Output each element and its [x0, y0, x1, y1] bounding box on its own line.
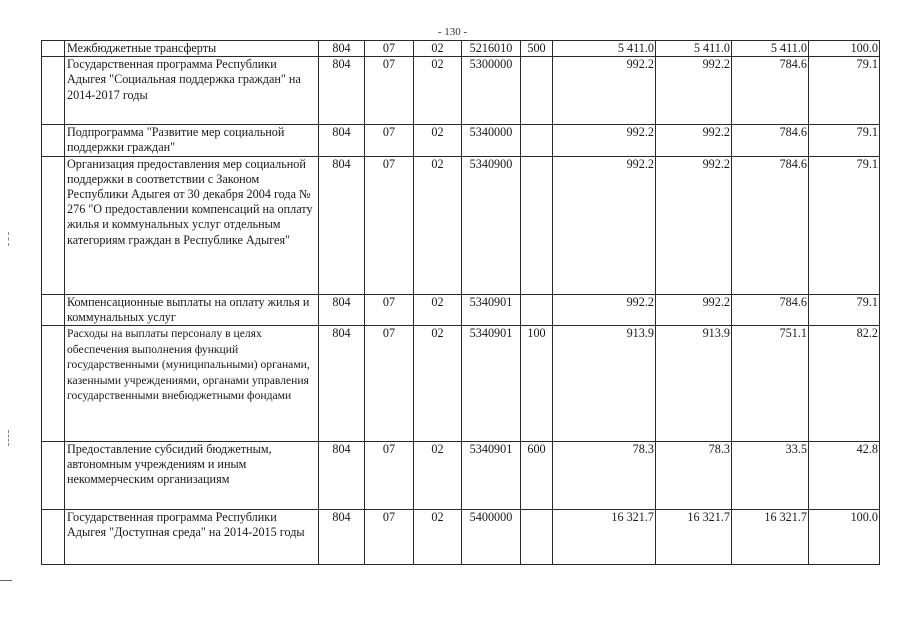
row-name: Государственная программа Республики Адыгея "Доступная среда" на 2014-2015 годы — [65, 510, 319, 565]
row-name: Государственная программа Республики Адыгея "Социальная поддержка граждан" на 2014-2017 годы — [65, 57, 319, 125]
plan-approved: 78.3 — [553, 442, 656, 510]
plan-approved: 16 321.7 — [553, 510, 656, 565]
ministry-code: 804 — [319, 442, 365, 510]
scan-mark — [8, 232, 9, 246]
expense-type-code: 100 — [521, 326, 553, 442]
blank-cell — [42, 57, 65, 125]
subsection-code: 02 — [414, 326, 462, 442]
section-code: 07 — [365, 294, 414, 325]
executed-amount: 5 411.0 — [732, 41, 809, 57]
plan-refined: 5 411.0 — [656, 41, 732, 57]
table-row — [42, 326, 880, 442]
expense-type-code — [521, 294, 553, 325]
blank-cell — [42, 442, 65, 510]
plan-refined: 913.9 — [656, 326, 732, 442]
execution-percent: 100.0 — [809, 41, 880, 57]
execution-percent: 79.1 — [809, 156, 880, 294]
executed-amount: 751.1 — [732, 326, 809, 442]
section-code: 07 — [365, 125, 414, 156]
plan-approved: 992.2 — [553, 57, 656, 125]
row-name: Расходы на выплаты персоналу в целях обеспечения выполнения функций государственными (муниципальными) органами, казенными учреждениями, органами управления государственными внебюджетными фондами — [65, 326, 319, 442]
subsection-code: 02 — [414, 41, 462, 57]
executed-amount: 16 321.7 — [732, 510, 809, 565]
plan-refined: 992.2 — [656, 125, 732, 156]
expense-type-code — [521, 57, 553, 125]
target-code: 5340901 — [462, 326, 521, 442]
table-row — [42, 57, 880, 125]
section-code: 07 — [365, 57, 414, 125]
ministry-code: 804 — [319, 294, 365, 325]
execution-percent: 79.1 — [809, 294, 880, 325]
plan-approved: 992.2 — [553, 156, 656, 294]
section-code: 07 — [365, 41, 414, 57]
page-number: - 130 - — [437, 26, 468, 38]
table-row — [42, 294, 880, 325]
section-code: 07 — [365, 326, 414, 442]
expense-type-code: 600 — [521, 442, 553, 510]
execution-percent: 82.2 — [809, 326, 880, 442]
plan-approved: 5 411.0 — [553, 41, 656, 57]
ministry-code: 804 — [319, 510, 365, 565]
ministry-code: 804 — [319, 156, 365, 294]
subsection-code: 02 — [414, 294, 462, 325]
plan-approved: 992.2 — [553, 125, 656, 156]
target-code: 5340900 — [462, 156, 521, 294]
row-name: Межбюджетные трансферты — [65, 41, 319, 57]
ministry-code: 804 — [319, 41, 365, 57]
scan-mark — [0, 580, 12, 581]
blank-cell — [42, 156, 65, 294]
executed-amount: 784.6 — [732, 57, 809, 125]
target-code: 5340000 — [462, 125, 521, 156]
scan-mark — [8, 430, 9, 446]
target-code: 5300000 — [462, 57, 521, 125]
subsection-code: 02 — [414, 442, 462, 510]
plan-approved: 913.9 — [553, 326, 656, 442]
table-row — [42, 156, 880, 294]
row-name: Предоставление субсидий бюджетным, автономным учреждениям и иным некоммерческим организациям — [65, 442, 319, 510]
plan-refined: 992.2 — [656, 294, 732, 325]
plan-refined: 992.2 — [656, 57, 732, 125]
plan-refined: 78.3 — [656, 442, 732, 510]
expense-type-code: 500 — [521, 41, 553, 57]
blank-cell — [42, 125, 65, 156]
expense-type-code — [521, 156, 553, 294]
ministry-code: 804 — [319, 57, 365, 125]
section-code: 07 — [365, 156, 414, 294]
table-row — [42, 510, 880, 565]
plan-refined: 16 321.7 — [656, 510, 732, 565]
subsection-code: 02 — [414, 125, 462, 156]
budget-table — [41, 40, 880, 565]
executed-amount: 33.5 — [732, 442, 809, 510]
ministry-code: 804 — [319, 326, 365, 442]
execution-percent: 42.8 — [809, 442, 880, 510]
executed-amount: 784.6 — [732, 156, 809, 294]
blank-cell — [42, 41, 65, 57]
row-name: Подпрограмма "Развитие мер социальной поддержки граждан" — [65, 125, 319, 156]
execution-percent: 79.1 — [809, 57, 880, 125]
target-code: 5340901 — [462, 294, 521, 325]
ministry-code: 804 — [319, 125, 365, 156]
executed-amount: 784.6 — [732, 125, 809, 156]
executed-amount: 784.6 — [732, 294, 809, 325]
blank-cell — [42, 510, 65, 565]
table-row — [42, 442, 880, 510]
subsection-code: 02 — [414, 57, 462, 125]
subsection-code: 02 — [414, 156, 462, 294]
target-code: 5400000 — [462, 510, 521, 565]
execution-percent: 100.0 — [809, 510, 880, 565]
blank-cell — [42, 326, 65, 442]
target-code: 5216010 — [462, 41, 521, 57]
table-row — [42, 125, 880, 156]
expense-type-code — [521, 510, 553, 565]
target-code: 5340901 — [462, 442, 521, 510]
table-row — [42, 41, 880, 57]
section-code: 07 — [365, 510, 414, 565]
execution-percent: 79.1 — [809, 125, 880, 156]
row-name: Организация предоставления мер социальной поддержки в соответствии с Законом Республики Адыгея от 30 декабря 2004 года № 276 "О предоставлении компенсаций на оплату жилья и коммунальных услуг отдельным категориям граждан в Республике Адыгея" — [65, 156, 319, 294]
expense-type-code — [521, 125, 553, 156]
plan-refined: 992.2 — [656, 156, 732, 294]
subsection-code: 02 — [414, 510, 462, 565]
blank-cell — [42, 294, 65, 325]
row-name: Компенсационные выплаты на оплату жилья и коммунальных услуг — [65, 294, 319, 325]
section-code: 07 — [365, 442, 414, 510]
plan-approved: 992.2 — [553, 294, 656, 325]
